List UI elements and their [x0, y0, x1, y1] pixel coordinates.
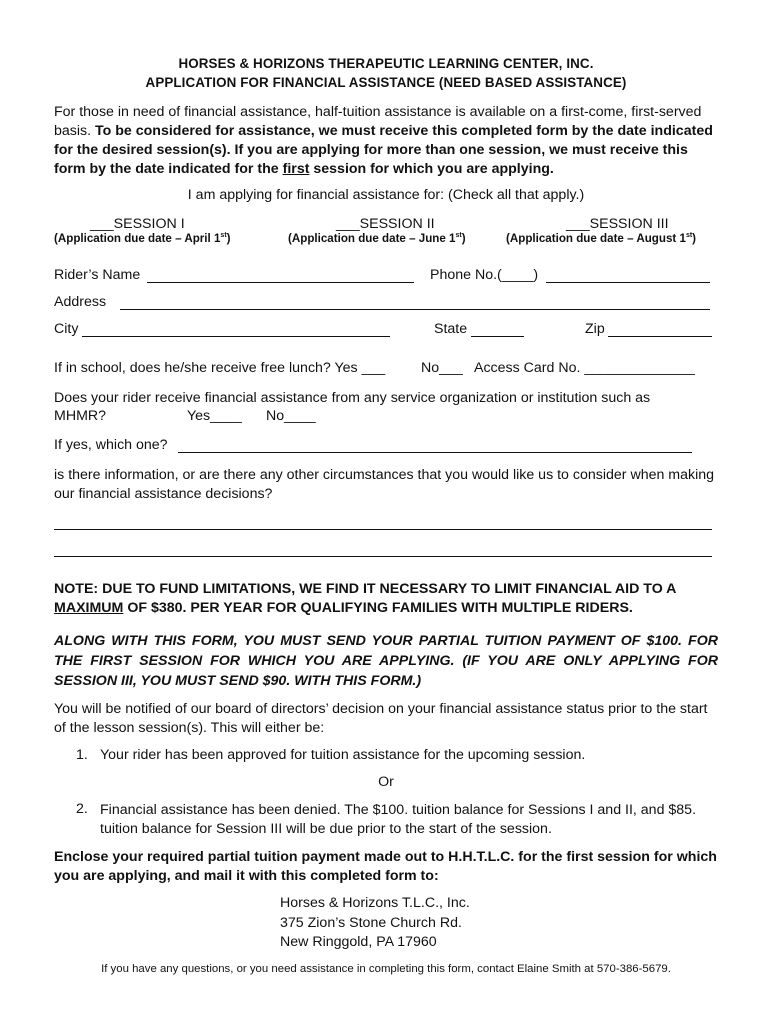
session-3-due-date: (Application due date – August 1st) — [506, 232, 697, 245]
session-1-due-date: (Application due date – April 1st) — [54, 232, 231, 245]
intro-first-emphasis: first — [282, 161, 310, 177]
contact-footer: If you have any questions, or you need assistance in completing this form, contact Elaine Smith at 570-386-5679. — [101, 963, 671, 975]
mhmr-label: MHMR? — [54, 408, 107, 424]
outcome-1-number: 1. — [76, 747, 88, 763]
session-1[interactable] — [54, 216, 254, 245]
session-2-due-date: (Application due date – June 1st) — [288, 232, 466, 245]
phone-field[interactable] — [546, 282, 710, 283]
notification-text: You will be notified of our board of directors’ decision on your financial assistance status prior to the start of the lesson session(s). This will either be: — [54, 701, 708, 736]
which-one-label: If yes, which one? — [54, 437, 168, 453]
assistance-no[interactable]: No____ — [266, 408, 316, 424]
city-label: City — [54, 321, 79, 337]
outcome-or: Or — [378, 774, 394, 790]
intro-paragraph — [54, 103, 718, 179]
other-info-line-1[interactable] — [54, 529, 712, 530]
enclose-instructions: Enclose your required partial tuition payment made out to H.H.T.L.C. for the first session for which you are applying, and mail it with this completed form to: — [54, 849, 717, 884]
intro-deadline-text: To be considered for assistance, we must receive this completed form by the date indicated for the desired session(s). If you are applying for more than one session, we must receive this form by the date indicated for the — [54, 123, 713, 177]
state-field[interactable] — [471, 336, 524, 337]
outcome-2-number: 2. — [76, 801, 88, 817]
free-lunch-no[interactable]: No___ — [421, 360, 463, 376]
assistance-yes[interactable]: Yes____ — [187, 408, 242, 424]
riders-name-label: Rider’s Name — [54, 267, 141, 283]
mailing-address — [280, 894, 470, 953]
form-title: APPLICATION FOR FINANCIAL ASSISTANCE (NEED BASED ASSISTANCE) — [145, 75, 627, 90]
maximum-emphasis: MAXIMUM — [54, 600, 124, 616]
riders-name-field[interactable] — [147, 282, 414, 283]
assistance-question: Does your rider receive financial assistance from any service organization or institution such as — [54, 390, 651, 406]
intro-text: For those in need of financial assistance, half-tuition assistance is available on a first-come, first-served basis. — [54, 104, 702, 139]
intro-deadline-end: session for which you are applying. — [313, 161, 554, 177]
access-card-field[interactable]: Access Card No. ______________ — [474, 360, 695, 376]
zip-field[interactable] — [608, 336, 712, 337]
outcome-approved: Your rider has been approved for tuition assistance for the upcoming session. — [100, 747, 586, 763]
other-info-line-2[interactable] — [54, 556, 712, 557]
mailing-address-line-3: New Ringgold, PA 17960 — [280, 934, 437, 950]
city-field[interactable] — [82, 336, 390, 337]
which-one-field[interactable] — [178, 452, 692, 453]
session-2[interactable] — [288, 216, 488, 245]
partial-tuition-note: ALONG WITH THIS FORM, YOU MUST SEND YOUR PARTIAL TUITION PAYMENT OF $100. FOR THE FIRST SESSION FOR WHICH YOU ARE APPLYING. (IF YOU ARE ONLY APPLYING FOR SESSION III, YOU MUST SEND $90. WITH THIS FORM.) — [54, 633, 718, 689]
mailing-address-line-1: Horses & Horizons T.L.C., Inc. — [280, 895, 470, 911]
state-label: State — [434, 321, 468, 337]
session-2-checkbox-label[interactable]: ___SESSION II — [336, 216, 435, 232]
zip-label: Zip — [585, 321, 605, 337]
fund-limit-note: NOTE: DUE TO FUND LIMITATIONS, WE FIND IT NECESSARY TO LIMIT FINANCIAL AID TO A MAXIMUM OF $380. PER YEAR FOR QUALIFYING FAMILIES WITH MULTIPLE RIDERS. — [54, 581, 676, 616]
org-title: HORSES & HORIZONS THERAPEUTIC LEARNING CENTER, INC. — [178, 56, 594, 71]
other-info-question: is there information, or are there any other circumstances that you would like us to consider when making our financial assistance decisions? — [54, 467, 715, 502]
free-lunch-question[interactable]: If in school, does he/she receive free lunch? Yes ___ — [54, 360, 386, 376]
applying-for-text: I am applying for financial assistance for: (Check all that apply.) — [187, 187, 585, 203]
session-3[interactable] — [506, 216, 718, 245]
session-1-checkbox-label[interactable]: ___SESSION I — [90, 216, 185, 232]
mailing-address-line-2: 375 Zion’s Stone Church Rd. — [280, 914, 462, 931]
address-label: Address — [54, 294, 107, 310]
session-3-checkbox-label[interactable]: ___SESSION III — [566, 216, 669, 232]
phone-label: Phone No.(____) — [430, 267, 539, 283]
address-field[interactable] — [120, 309, 710, 310]
outcome-denied: Financial assistance has been denied. The $100. tuition balance for Sessions I and II, and $85. tuition balance for Session III will be due prior to the start of the session. — [100, 802, 697, 837]
